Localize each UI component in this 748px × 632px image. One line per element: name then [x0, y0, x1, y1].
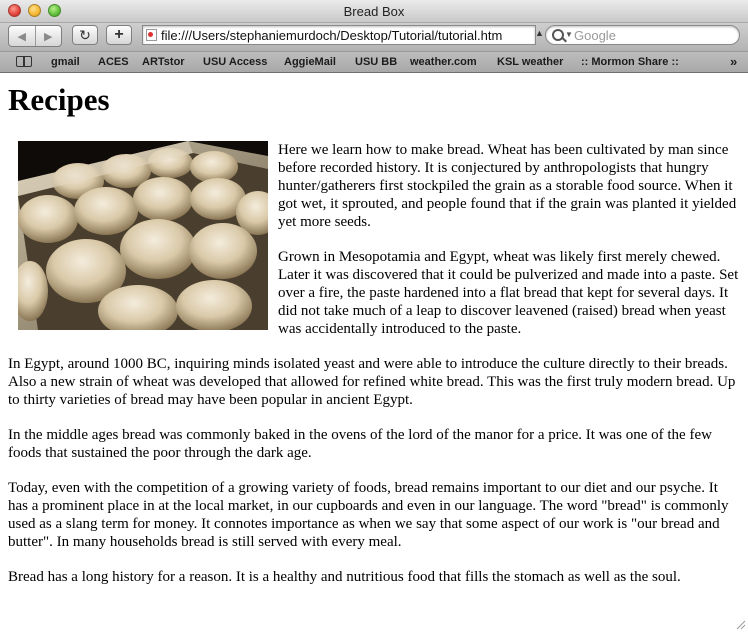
address-input[interactable] — [161, 26, 533, 44]
forward-button[interactable] — [35, 26, 62, 46]
bookmark-usu-bb[interactable]: USU BB — [355, 56, 398, 68]
bread-dough-image — [18, 141, 268, 330]
bookmark-weather-com[interactable]: weather.com — [410, 56, 477, 68]
paragraph-5: Today, even with the competition of a growing variety of foods, bread remains important to our diet and our psyche. It has a prominent place in at the local market, in our cupboards and even in our language. The word "bread" is commonly used as a slang term for money. It connotes importance as when we say that some aspect of our work is "our bread and butter". In many households bread is still served with every meal. — [8, 480, 729, 550]
back-arrow-icon: ◀ — [17, 30, 26, 43]
paragraph-4: In the middle ages bread was commonly baked in the ovens of the lord of the manor for a price. It was one of the few foods that sustained the poor through the dark age. — [8, 427, 712, 461]
forward-arrow-icon: ▶ — [44, 30, 53, 43]
add-bookmark-button[interactable] — [106, 25, 132, 45]
search-input[interactable] — [574, 26, 734, 44]
search-menu-caret-icon[interactable]: ▼ — [565, 30, 573, 39]
toolbar — [0, 23, 748, 51]
bookmark-mormon-share[interactable]: :: Mormon Share :: — [581, 56, 679, 68]
back-button[interactable] — [9, 26, 35, 46]
bookmarks-book-icon[interactable] — [16, 56, 32, 67]
search-field[interactable] — [545, 25, 740, 45]
back-forward-group — [8, 25, 62, 47]
bookmark-usu-access[interactable]: USU Access — [203, 56, 268, 68]
bread-dough-photo — [18, 141, 268, 330]
search-icon — [552, 29, 564, 41]
paragraph-3: In Egypt, around 1000 BC, inquiring minds isolated yeast and were able to introduce the culture directly to their breads. Also a new strain of wheat was developed that allowed for refined white bread. This was the first truly modern bread. Up to thirty varieties of bread may have been popular in ancient Egypt. — [8, 356, 736, 408]
window-title: Bread Box — [343, 4, 405, 19]
plus-icon: + — [114, 26, 124, 43]
reload-icon: ↻ — [79, 26, 91, 43]
paragraph-2: Grown in Mesopotamia and Egypt, wheat was likely first merely chewed. Later it was discovered that it could be pulverized and made into a paste. Set over a fire, the paste hardened into a flat bread that kept for several days. It did not take much of a leap to discover leavened (raised) bread when yeast was accidentally introduced to the paste. — [278, 249, 739, 337]
bookmark-gmail[interactable]: gmail — [51, 56, 80, 68]
bookmark-aggiemail[interactable]: AggieMail — [284, 56, 336, 68]
bookmarks-overflow-chevron-icon[interactable]: » — [730, 54, 738, 69]
bookmark-aces[interactable]: ACES — [98, 56, 129, 68]
title-bar[interactable] — [0, 0, 748, 23]
page-heading: Recipes — [8, 82, 110, 117]
paragraph-1: Here we learn how to make bread. Wheat has been cultivated by man since before recorded history. It is conjectured by anthropologists that hungry hunter/gatherers first stockpiled the grain as a storable food source. When it got wet, it sprouted, and people found that if the grain was planted it yielded yet more seeds. — [278, 142, 737, 230]
document-body — [8, 83, 741, 603]
bookmark-artstor[interactable]: ARTstor — [142, 56, 185, 68]
address-bar[interactable] — [142, 25, 536, 45]
page-content — [0, 73, 748, 632]
page-favicon-icon — [146, 29, 157, 41]
bookmarks-bar — [0, 51, 748, 73]
bookmark-ksl-weather[interactable]: KSL weather — [497, 56, 564, 68]
address-scroll-caret-icon: ▲ — [535, 28, 544, 38]
resize-grip-icon[interactable] — [734, 618, 746, 630]
reload-button[interactable] — [72, 25, 98, 45]
paragraph-6: Bread has a long history for a reason. It is a healthy and nutritious food that fills the stomach as well as the soul. — [8, 569, 681, 585]
